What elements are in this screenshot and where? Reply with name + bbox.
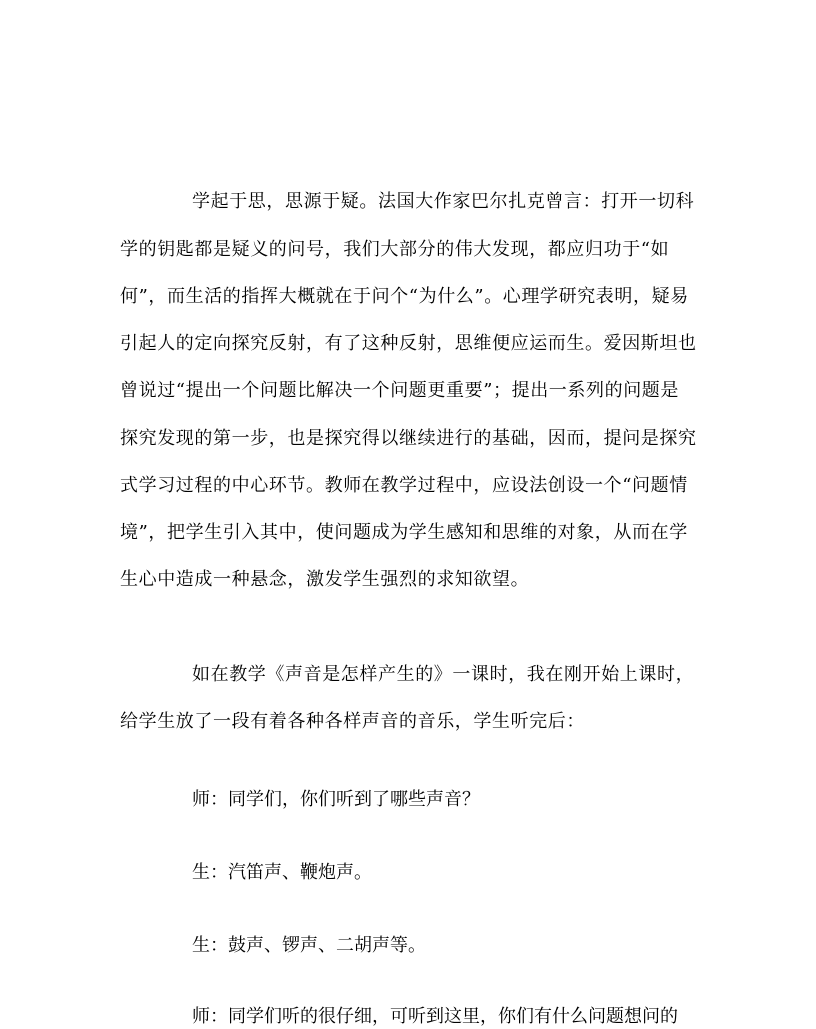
text-line: 何”，而生活的指挥大概就在于问个“为什么”。心理学研究表明，疑易 [120, 286, 689, 307]
text-line: 给学生放了一段有着各种各样声音的音乐，学生听完后： [120, 711, 585, 732]
text-line: 引起人的定向探究反射，有了这种反射，思维便应运而生。爱因斯坦也 [120, 333, 697, 354]
text-line: 式学习过程的中心环节。教师在教学过程中，应设法创设一个“问题情 [120, 475, 688, 496]
text-line: 境”，把学生引入其中，使问题成为学生感知和思维的对象，从而在学 [120, 522, 688, 543]
dialogue-line: 生：鼓声、锣声、二胡声等。 [192, 935, 426, 956]
dialogue-line: 师：同学们，你们听到了哪些声音？ [192, 789, 480, 810]
text-line: 曾说过“提出一个问题比解决一个问题更重要”；提出一系列的问题是 [120, 380, 680, 401]
dialogue-line: 师：同学们听的很仔细，可听到这里，你们有什么问题想问的 [192, 1006, 678, 1027]
text-line: 探究发现的第一步，也是探究得以继续进行的基础，因而，提问是探究 [120, 428, 697, 449]
text-line: 学的钥匙都是疑义的问号，我们大部分的伟大发现，都应归功于“如 [120, 239, 670, 260]
text-line: 如在教学《声音是怎样产生的》一课时，我在刚开始上课时， [192, 664, 695, 685]
text-line: 学起于思，思源于疑。法国大作家巴尔扎克曾言：打开一切科 [192, 191, 695, 212]
dialogue-line: 生：汽笛声、鞭炮声。 [192, 862, 372, 883]
text-line: 生心中造成一种悬念，激发学生强烈的求知欲望。 [120, 569, 530, 590]
